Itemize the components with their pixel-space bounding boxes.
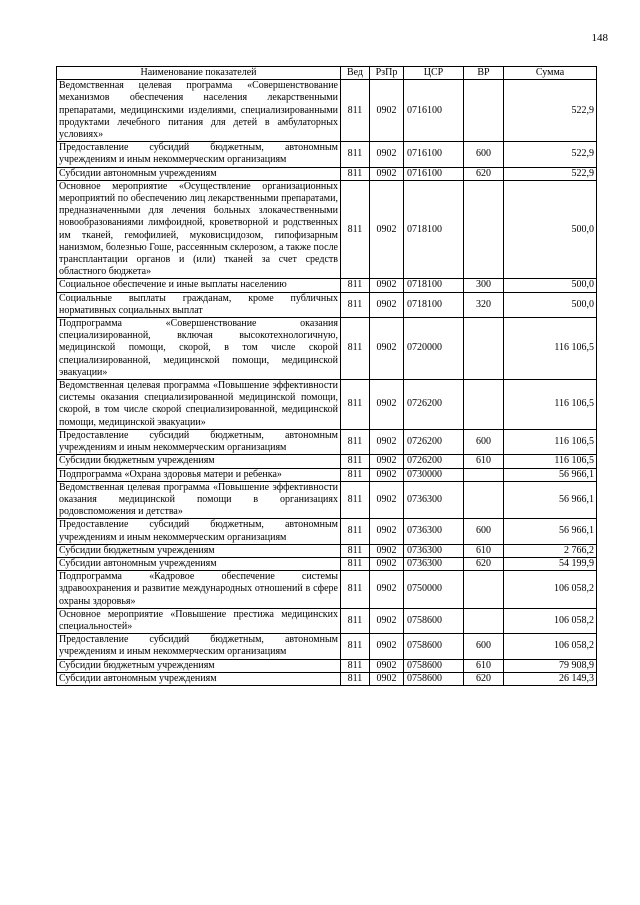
cell-rzpr: 0902 [370, 318, 404, 380]
cell-sum: 106 058,2 [504, 634, 597, 659]
cell-csr: 0718100 [404, 292, 464, 317]
table-header-row [57, 67, 597, 80]
cell-name: Предоставление субсидий бюджетным, автономным учреждениям и иным некоммерческим организациям [57, 519, 341, 544]
cell-csr: 0726200 [404, 380, 464, 430]
cell-vr [464, 180, 504, 279]
cell-sum: 56 966,1 [504, 481, 597, 519]
cell-csr: 0716100 [404, 167, 464, 180]
cell-sum: 2 766,2 [504, 544, 597, 557]
cell-ved: 811 [341, 672, 370, 685]
cell-ved: 811 [341, 180, 370, 279]
cell-name: Субсидии автономным учреждениям [57, 672, 341, 685]
table-row [57, 318, 597, 380]
cell-rzpr: 0902 [370, 167, 404, 180]
cell-name: Предоставление субсидий бюджетным, автономным учреждениям и иным некоммерческим организациям [57, 634, 341, 659]
cell-csr: 0758600 [404, 672, 464, 685]
cell-vr: 600 [464, 634, 504, 659]
cell-sum: 116 106,5 [504, 455, 597, 468]
cell-name: Предоставление субсидий бюджетным, автономным учреждениям и иным некоммерческим организациям [57, 142, 341, 167]
cell-sum: 56 966,1 [504, 519, 597, 544]
cell-name: Субсидии бюджетным учреждениям [57, 659, 341, 672]
cell-sum: 116 106,5 [504, 380, 597, 430]
cell-rzpr: 0902 [370, 142, 404, 167]
table-row [57, 659, 597, 672]
table-row [57, 429, 597, 454]
cell-csr: 0720000 [404, 318, 464, 380]
cell-ved: 811 [341, 634, 370, 659]
cell-name: Основное мероприятие «Осуществление организационных мероприятий по обеспечению лиц лекарственными препаратами, предназначенными для лечения больных злокачественными новообразованиями лимфоидной, кроветворной и родственных им тканей, гемофилией, муковисцидозом, гипофизарным нанизмом, болезнью Гоше, рассеянным склерозом, а также после трансплантации органов и (или) тканей за счет средств областного бюджета» [57, 180, 341, 279]
page-number: 148 [591, 32, 608, 44]
cell-vr: 620 [464, 167, 504, 180]
header-vr: ВР [464, 67, 504, 80]
table-row [57, 608, 597, 633]
cell-ved: 811 [341, 519, 370, 544]
cell-csr: 0758600 [404, 608, 464, 633]
cell-name: Субсидии бюджетным учреждениям [57, 544, 341, 557]
cell-rzpr: 0902 [370, 519, 404, 544]
header-ved: Вед [341, 67, 370, 80]
cell-name: Основное мероприятие «Повышение престижа медицинских специальностей» [57, 608, 341, 633]
cell-csr: 0758600 [404, 659, 464, 672]
table-row [57, 455, 597, 468]
cell-name: Ведомственная целевая программа «Повышение эффективности оказания медицинской помощи в организациях родовспоможения и детства» [57, 481, 341, 519]
cell-ved: 811 [341, 292, 370, 317]
table-row [57, 80, 597, 142]
cell-ved: 811 [341, 468, 370, 481]
cell-name: Субсидии автономным учреждениям [57, 557, 341, 570]
cell-ved: 811 [341, 318, 370, 380]
cell-vr: 620 [464, 672, 504, 685]
table-row [57, 571, 597, 609]
cell-sum: 500,0 [504, 180, 597, 279]
cell-name: Подпрограмма «Совершенствование оказания специализированной, включая высокотехнологичную, медицинской помощи, скорой, в том числе скорой специализированной, медицинской помощи, медицинской эвакуации» [57, 318, 341, 380]
cell-ved: 811 [341, 481, 370, 519]
cell-vr [464, 80, 504, 142]
cell-rzpr: 0902 [370, 279, 404, 292]
table-row [57, 180, 597, 279]
table-row [57, 519, 597, 544]
cell-csr: 0716100 [404, 142, 464, 167]
cell-ved: 811 [341, 659, 370, 672]
cell-rzpr: 0902 [370, 180, 404, 279]
cell-csr: 0736300 [404, 519, 464, 544]
table-row [57, 557, 597, 570]
header-sum: Сумма [504, 67, 597, 80]
cell-vr: 610 [464, 544, 504, 557]
cell-ved: 811 [341, 167, 370, 180]
cell-ved: 811 [341, 544, 370, 557]
cell-vr [464, 318, 504, 380]
table-row [57, 142, 597, 167]
cell-csr: 0736300 [404, 544, 464, 557]
cell-csr: 0726200 [404, 429, 464, 454]
cell-csr: 0718100 [404, 180, 464, 279]
cell-sum: 56 966,1 [504, 468, 597, 481]
cell-csr: 0730000 [404, 468, 464, 481]
cell-vr [464, 468, 504, 481]
cell-vr [464, 481, 504, 519]
cell-rzpr: 0902 [370, 608, 404, 633]
table-row [57, 544, 597, 557]
cell-name: Подпрограмма «Охрана здоровья матери и ребенка» [57, 468, 341, 481]
cell-rzpr: 0902 [370, 557, 404, 570]
table-row [57, 468, 597, 481]
cell-ved: 811 [341, 608, 370, 633]
cell-rzpr: 0902 [370, 571, 404, 609]
cell-rzpr: 0902 [370, 292, 404, 317]
header-name: Наименование показателей [57, 67, 341, 80]
table-row [57, 292, 597, 317]
cell-ved: 811 [341, 429, 370, 454]
header-rzpr: РзПр [370, 67, 404, 80]
cell-rzpr: 0902 [370, 380, 404, 430]
cell-sum: 106 058,2 [504, 571, 597, 609]
cell-csr: 0736300 [404, 557, 464, 570]
cell-rzpr: 0902 [370, 634, 404, 659]
cell-csr: 0736300 [404, 481, 464, 519]
cell-sum: 500,0 [504, 279, 597, 292]
cell-name: Социальное обеспечение и иные выплаты населению [57, 279, 341, 292]
cell-vr: 600 [464, 519, 504, 544]
cell-vr [464, 380, 504, 430]
cell-ved: 811 [341, 571, 370, 609]
table-row [57, 634, 597, 659]
cell-rzpr: 0902 [370, 544, 404, 557]
table-row [57, 380, 597, 430]
cell-name: Подпрограмма «Кадровое обеспечение системы здравоохранения и развитие международных отношений в сфере охраны здоровья» [57, 571, 341, 609]
cell-ved: 811 [341, 279, 370, 292]
cell-vr: 600 [464, 429, 504, 454]
cell-vr: 300 [464, 279, 504, 292]
cell-vr: 620 [464, 557, 504, 570]
table-row [57, 279, 597, 292]
cell-sum: 522,9 [504, 80, 597, 142]
cell-sum: 116 106,5 [504, 429, 597, 454]
cell-csr: 0718100 [404, 279, 464, 292]
cell-vr [464, 608, 504, 633]
cell-sum: 522,9 [504, 142, 597, 167]
cell-name: Субсидии автономным учреждениям [57, 167, 341, 180]
cell-rzpr: 0902 [370, 429, 404, 454]
cell-rzpr: 0902 [370, 481, 404, 519]
cell-ved: 811 [341, 455, 370, 468]
cell-name: Ведомственная целевая программа «Повышение эффективности системы оказания специализированной медицинской помощи, скорой, в том числе скорой специализированной, медицинской помощи, медицинской эвакуации» [57, 380, 341, 430]
cell-sum: 500,0 [504, 292, 597, 317]
header-csr: ЦСР [404, 67, 464, 80]
cell-sum: 116 106,5 [504, 318, 597, 380]
cell-name: Социальные выплаты гражданам, кроме публичных нормативных социальных выплат [57, 292, 341, 317]
cell-csr: 0750000 [404, 571, 464, 609]
cell-rzpr: 0902 [370, 455, 404, 468]
table-row [57, 672, 597, 685]
budget-table [56, 66, 597, 686]
cell-rzpr: 0902 [370, 468, 404, 481]
table-row [57, 481, 597, 519]
cell-ved: 811 [341, 380, 370, 430]
cell-vr: 600 [464, 142, 504, 167]
cell-csr: 0716100 [404, 80, 464, 142]
cell-ved: 811 [341, 142, 370, 167]
cell-rzpr: 0902 [370, 80, 404, 142]
cell-vr: 610 [464, 455, 504, 468]
cell-vr [464, 571, 504, 609]
cell-sum: 79 908,9 [504, 659, 597, 672]
cell-vr: 320 [464, 292, 504, 317]
cell-csr: 0726200 [404, 455, 464, 468]
cell-ved: 811 [341, 80, 370, 142]
table-row [57, 167, 597, 180]
cell-rzpr: 0902 [370, 672, 404, 685]
cell-vr: 610 [464, 659, 504, 672]
cell-csr: 0758600 [404, 634, 464, 659]
cell-sum: 522,9 [504, 167, 597, 180]
cell-sum: 26 149,3 [504, 672, 597, 685]
cell-rzpr: 0902 [370, 659, 404, 672]
cell-sum: 54 199,9 [504, 557, 597, 570]
cell-name: Ведомственная целевая программа «Совершенствование механизмов обеспечения населения лекарственными препаратами, медицинскими изделиями, специализированными продуктами лечебного питания для детей в амбулаторных условиях» [57, 80, 341, 142]
cell-name: Предоставление субсидий бюджетным, автономным учреждениям и иным некоммерческим организациям [57, 429, 341, 454]
cell-name: Субсидии бюджетным учреждениям [57, 455, 341, 468]
cell-ved: 811 [341, 557, 370, 570]
cell-sum: 106 058,2 [504, 608, 597, 633]
